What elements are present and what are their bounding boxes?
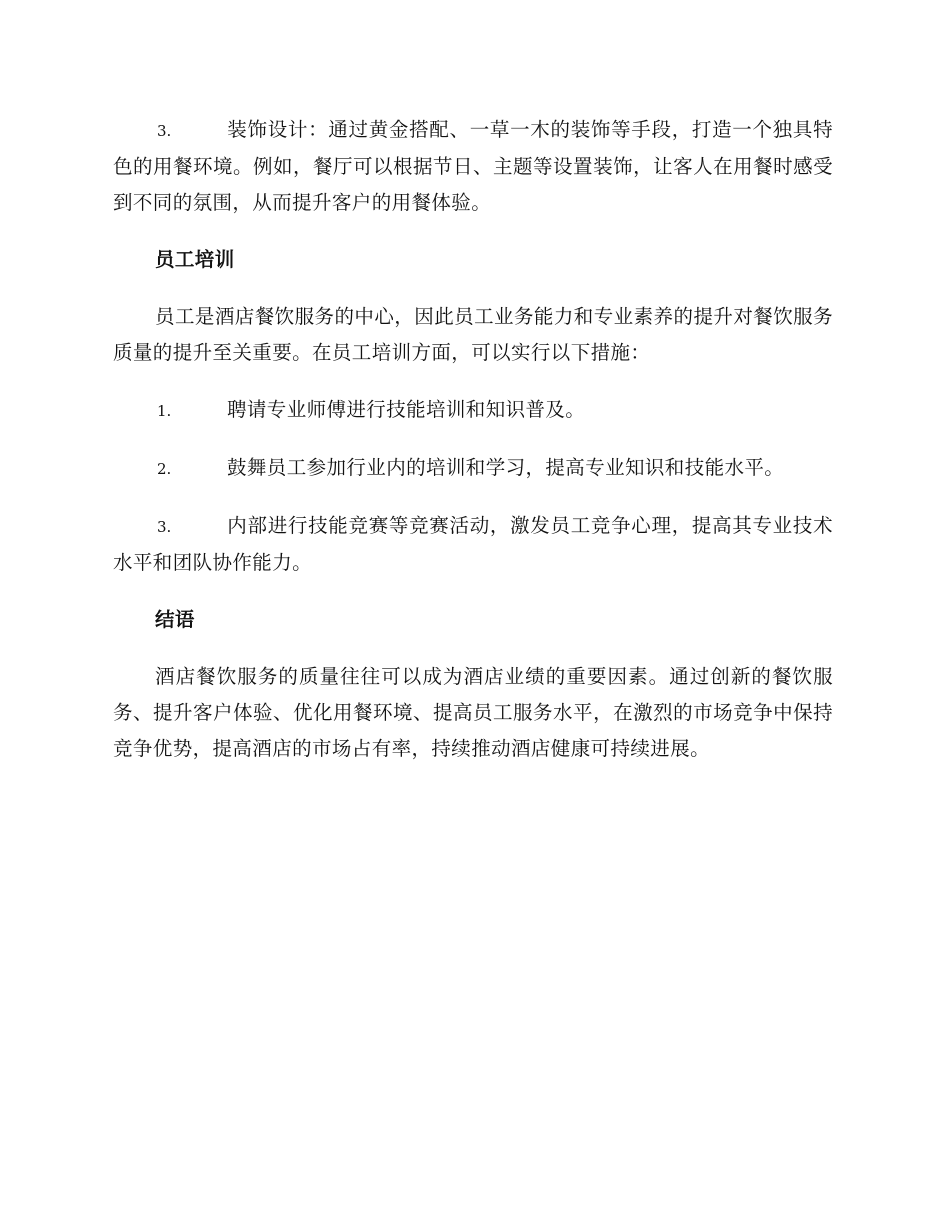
- list-number: 3.: [157, 122, 172, 140]
- list-item-text: 内部进行技能竞赛等竞赛活动，激发员工竞争心理，提高其专业技术水平和团队协作能力。: [113, 514, 833, 574]
- document-page: [113, 112, 833, 788]
- list-item-training-1: [113, 392, 833, 429]
- paragraph-staff-training-intro: 员工是酒店餐饮服务的中心，因此员工业务能力和专业素养的提升对餐饮服务质量的提升至关重要。在员工培训方面，可以实行以下措施：: [113, 305, 833, 364]
- list-item-training-3: [113, 508, 833, 581]
- list-number: 3.: [157, 518, 172, 536]
- list-number: 1.: [157, 402, 172, 420]
- section-heading-conclusion: 结语: [155, 608, 195, 631]
- list-item-text: 装饰设计：通过黄金搭配、一草一木的装饰等手段，打造一个独具特色的用餐环境。例如，餐厅可以根据节日、主题等设置装饰，让客人在用餐时感受到不同的氛围，从而提升客户的用餐体验。: [113, 118, 833, 214]
- section-heading-staff-training: 员工培训: [155, 248, 235, 271]
- list-item-training-2: [113, 450, 833, 487]
- list-number: 2.: [157, 460, 172, 478]
- paragraph-conclusion: 酒店餐饮服务的质量往往可以成为酒店业绩的重要因素。通过创新的餐饮服务、提升客户体验、优化用餐环境、提高员工服务水平，在激烈的市场竞争中保持竞争优势，提高酒店的市场占有率，持续推动酒店健康可持续进展。: [113, 665, 833, 760]
- list-item-text: 鼓舞员工参加行业内的培训和学习，提高专业知识和技能水平。: [227, 456, 785, 479]
- list-item-decoration-design: [113, 112, 833, 221]
- list-item-text: 聘请专业师傅进行技能培训和知识普及。: [227, 398, 586, 421]
